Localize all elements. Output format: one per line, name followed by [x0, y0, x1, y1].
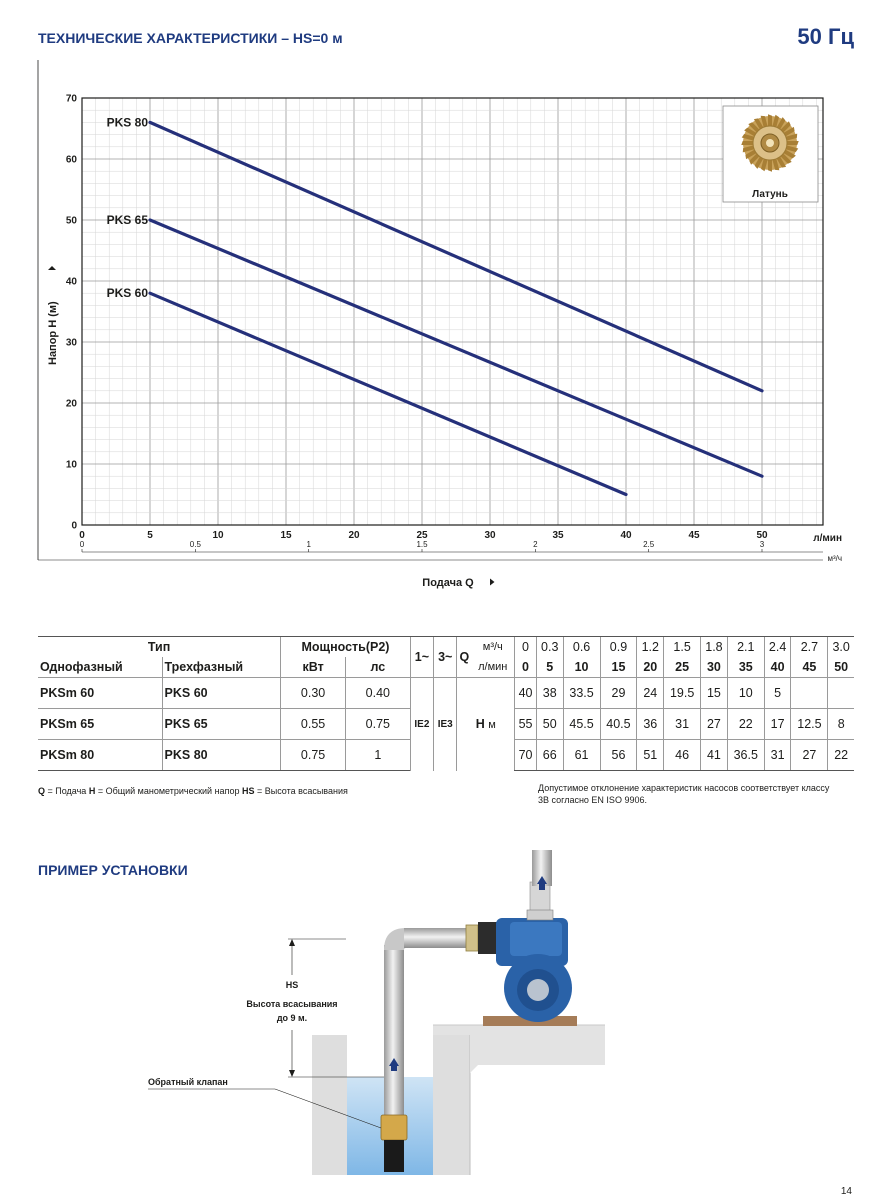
power-hp: 0.75: [345, 709, 410, 740]
hs-label: HS: [285, 980, 299, 990]
q-lpm-cell: 25: [664, 657, 701, 678]
y-tick-label: 0: [71, 520, 77, 532]
x-tick-label: 20: [348, 530, 360, 541]
ie3-class: IE3: [434, 678, 457, 771]
y-axis-arrow-icon: [48, 266, 56, 270]
head-value: 10: [727, 678, 764, 709]
hs-text-2: до 9 м.: [276, 1013, 308, 1023]
head-value: 36.5: [727, 740, 764, 771]
hs-text-1: Высота всасывания: [246, 999, 338, 1009]
head-value: 27: [701, 709, 728, 740]
hp-header: лс: [345, 657, 410, 678]
x-tick-m3h-label: 0.5: [189, 540, 201, 549]
head-value: 50: [536, 709, 563, 740]
impeller-label: Латунь: [752, 189, 788, 200]
ie2-class: IE2: [410, 678, 433, 771]
power-hp: 0.40: [345, 678, 410, 709]
head-symbol: H: [475, 717, 485, 732]
power-kw: 0.75: [281, 740, 346, 771]
x-tick-m3h-label: 1.5: [416, 540, 428, 549]
pipe-elbow: [384, 928, 406, 950]
lpm-header: л/мин: [478, 661, 508, 673]
head-value: 36: [637, 709, 664, 740]
installation-title: ПРИМЕР УСТАНОВКИ: [38, 862, 188, 878]
head-value: 70: [515, 740, 537, 771]
head-value: 17: [764, 709, 791, 740]
x-axis-label: Подача Q: [422, 577, 474, 589]
q-m3h-cell: 0: [515, 637, 537, 658]
x-tick-label: 5: [147, 530, 153, 541]
x-tick-label: 25: [416, 530, 428, 541]
head-label: [457, 678, 515, 771]
head-value: 8: [828, 709, 854, 740]
head-value: 61: [563, 740, 600, 771]
kw-header: кВт: [281, 657, 346, 678]
x-tick-m3h-label: 2: [533, 540, 538, 549]
q-m3h-cell: 0.9: [600, 637, 637, 658]
performance-chart: [0, 55, 888, 595]
head-value: 40.5: [600, 709, 637, 740]
check-valve-label: Обратный клапан: [148, 1077, 228, 1087]
x-tick-label: 35: [552, 530, 564, 541]
x-tick-m3h-label: 0: [79, 540, 85, 549]
q-lpm-cell: 35: [727, 657, 764, 678]
head-value: 56: [600, 740, 637, 771]
head-value: 19.5: [664, 678, 701, 709]
horizontal-pipe: [404, 928, 470, 948]
head-value: 24: [637, 678, 664, 709]
q-m3h-cell: 0.3: [536, 637, 563, 658]
power-kw: 0.30: [281, 678, 346, 709]
model-three-phase: PKS 80: [162, 740, 281, 771]
y-tick-label: 20: [65, 398, 77, 410]
x-unit-lpm: л/мин: [813, 533, 842, 544]
q-m3h-cell: 1.5: [664, 637, 701, 658]
model-three-phase: PKS 65: [162, 709, 281, 740]
three-phase-header: 3~: [434, 637, 457, 678]
q-m3h-cell: 1.2: [637, 637, 664, 658]
head-value: 22: [727, 709, 764, 740]
three-phase-type-header: Трехфазный: [162, 657, 281, 678]
x-tick-m3h-label: 2.5: [643, 540, 655, 549]
x-tick-label: 40: [620, 530, 632, 541]
hs-up-arrow-icon: [289, 939, 295, 946]
head-unit: м: [488, 719, 496, 732]
head-value: [791, 678, 828, 709]
hs-down-arrow-icon: [289, 1070, 295, 1077]
x-tick-label: 15: [280, 530, 292, 541]
specifications-table: [38, 636, 854, 771]
q-m3h-cell: 2.1: [727, 637, 764, 658]
q-lpm-cell: 0: [515, 657, 537, 678]
head-value: 29: [600, 678, 637, 709]
installation-diagram: [0, 840, 888, 1185]
one-phase-header: 1~: [410, 637, 433, 678]
check-valve: [381, 1115, 407, 1140]
type-header: Тип: [38, 637, 281, 658]
power-hp: 1: [345, 740, 410, 771]
q-m3h-cell: 2.4: [764, 637, 791, 658]
model-single-phase: PKSm 65: [38, 709, 162, 740]
head-value: 5: [764, 678, 791, 709]
head-value: 38: [536, 678, 563, 709]
page-number: 14: [840, 1186, 852, 1197]
q-m3h-cell: 3.0: [828, 637, 854, 658]
series-line: [150, 220, 762, 476]
impeller-box: [723, 106, 818, 202]
series-label: PKS 80: [106, 115, 148, 130]
q-m3h-cell: 0.6: [563, 637, 600, 658]
head-value: 40: [515, 678, 537, 709]
head-value: 66: [536, 740, 563, 771]
x-axis-arrow-icon: [490, 579, 495, 586]
q-lpm-cell: 10: [563, 657, 600, 678]
pump: [478, 882, 572, 1022]
x-tick-m3h-label: 1: [306, 540, 311, 549]
single-phase-header: Однофазный: [40, 660, 123, 674]
pipe-fitting: [466, 925, 478, 951]
head-value: 41: [701, 740, 728, 771]
y-tick-label: 40: [65, 276, 77, 288]
series-label: PKS 65: [106, 213, 148, 227]
q-lpm-cell: 45: [791, 657, 828, 678]
x-tick-m3h-label: 3: [759, 540, 765, 549]
y-axis-label: Напор H (м): [47, 301, 59, 365]
q-m3h-cell: 1.8: [701, 637, 728, 658]
power-header: Мощность(P2): [281, 637, 411, 658]
head-value: 51: [637, 740, 664, 771]
x-tick-label: 50: [756, 530, 768, 541]
section-title: ТЕХНИЧЕСКИЕ ХАРАКТЕРИСТИКИ – HS=0 м: [38, 30, 343, 46]
head-value: 27: [791, 740, 828, 771]
q-header: Q: [457, 637, 472, 678]
head-value: 15: [701, 678, 728, 709]
q-lpm-cell: 50: [828, 657, 854, 678]
q-lpm-cell: 30: [701, 657, 728, 678]
frequency-label: 50 Гц: [797, 24, 854, 49]
y-tick-label: 60: [65, 154, 77, 166]
x-tick-label: 45: [688, 530, 700, 541]
q-m3h-cell: 2.7: [791, 637, 828, 658]
head-value: 31: [664, 709, 701, 740]
head-value: 31: [764, 740, 791, 771]
y-tick-label: 50: [65, 215, 77, 227]
head-value: 12.5: [791, 709, 828, 740]
q-lpm-cell: 5: [536, 657, 563, 678]
x-tick-label: 10: [212, 530, 224, 541]
model-three-phase: PKS 60: [162, 678, 281, 709]
y-tick-label: 10: [65, 459, 77, 471]
head-value: 33.5: [563, 678, 600, 709]
m3h-header: м³/ч: [471, 637, 514, 658]
power-kw: 0.55: [281, 709, 346, 740]
tolerance-note: Допустимое отклонение характеристик насосов соответствует классу 3B согласно EN ISO 9906.: [538, 783, 830, 805]
x-tick-label: 30: [484, 530, 496, 541]
model-single-phase: PKSm 60: [38, 678, 162, 709]
suction-strainer: [384, 1140, 404, 1172]
head-value: 45.5: [563, 709, 600, 740]
series-label: PKS 60: [106, 286, 148, 301]
q-lpm-cell: 40: [764, 657, 791, 678]
y-tick-label: 30: [65, 337, 77, 349]
q-lpm-cell: 20: [637, 657, 664, 678]
abbreviations-legend: Q = Подача H = Общий манометрический напор HS = Высота всасывания: [38, 786, 348, 796]
q-lpm-cell: 15: [600, 657, 637, 678]
head-value: 22: [828, 740, 854, 771]
head-value: 46: [664, 740, 701, 771]
suction-pipe: [384, 945, 404, 1115]
head-value: 55: [515, 709, 537, 740]
x-tick-label: 0: [79, 530, 85, 541]
head-value: [828, 678, 854, 709]
model-single-phase: PKSm 80: [38, 740, 162, 771]
x-unit-m3h: м³/ч: [827, 554, 842, 563]
y-tick-label: 70: [65, 93, 77, 105]
